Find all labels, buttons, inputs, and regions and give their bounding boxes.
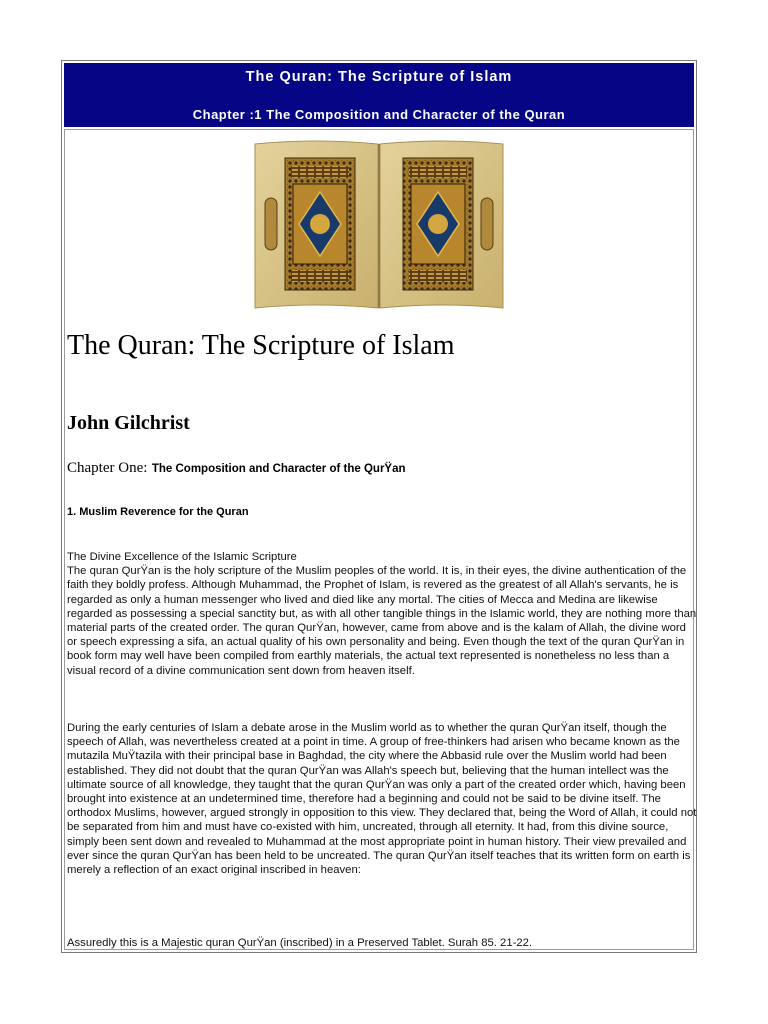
chapter-heading [67, 459, 406, 477]
document-frame [61, 60, 697, 953]
paragraph-3: Assuredly this is a Majestic quran QurŸan (inscribed) in a Preserved Tablet. Surah 85. 21-22. [67, 937, 533, 949]
paragraph-2: During the early centuries of Islam a debate arose in the Muslim world as to whether the quran QurŸan itself, though the speech of Allah, was nevertheless created at a point in time. A group of free-thinkers had arisen who became known as the mutazila MuŸtazila with their principal base in Baghdad, the city where the Abbasid rule over the Muslim world had been established. They did not doubt that the quran QurŸan was Allah's speech but, believing that the human intellect was the ultimate source of all knowledge, they taught that the quran QurŸan was only a part of the created order which, having been brought into existence at an undetermined time, therefore had a beginning and could not be said to be divine itself. The orthodox Muslims, however, argued strongly in opposition to this view. They declared that, being the Word of Allah, it could not be separated from him and must have co-existed with him, uncreated, through all eternity. It had, from this divine source, simply been sent down and revealed to Muhammad at the most appropriate point in human history. Their view prevailed and ever since the quran QurŸan has been held to be uncreated. The quran QurŸan itself teaches that its written form on earth is merely a reflection of an exact original inscribed in heaven: [67, 722, 697, 877]
header-banner [64, 63, 694, 127]
paragraph-1: The quran QurŸan is the holy scripture of the Muslim peoples of the world. It is, in their eyes, the divine authentication of the faith they boldly profess. Although Muhammad, the Prophet of Islam, is revered as the greatest of all Allah's servants, he is regarded as only a human messenger who lived and died like any mortal. The cities of Mecca and Medina are likewise regarded as possessing a special sanctity but, as with all other tangible things in the Islamic world, they are nothing more than material parts of the created order. The quran QurŸan, however, came from above and is the kalam of Allah, the divine word or speech expressing a sifa, an actual quality of his own personality and being. Even though the text of the quran QurŸan in book form may well have been compiled from earthly materials, the actual text represented is nonetheless no less than a visual record of a divine communication sent down from heaven itself. [67, 565, 697, 677]
author-name: John Gilchrist [67, 412, 190, 434]
manuscript-image [251, 136, 507, 312]
banner-title: The Quran: The Scripture of Islam [245, 69, 513, 85]
document-title: The Quran: The Scripture of Islam [67, 330, 455, 361]
document-body [64, 129, 697, 950]
chapter-lead: Chapter One: [67, 460, 148, 476]
paragraph-1-block [67, 550, 699, 678]
subheading: The Divine Excellence of the Islamic Scripture [67, 551, 297, 563]
section-heading: 1. Muslim Reverence for the Quran [67, 506, 249, 518]
chapter-title: The Composition and Character of the QurŸan [151, 463, 406, 475]
banner-chapter: Chapter :1 The Composition and Character of the Quran [192, 107, 566, 122]
